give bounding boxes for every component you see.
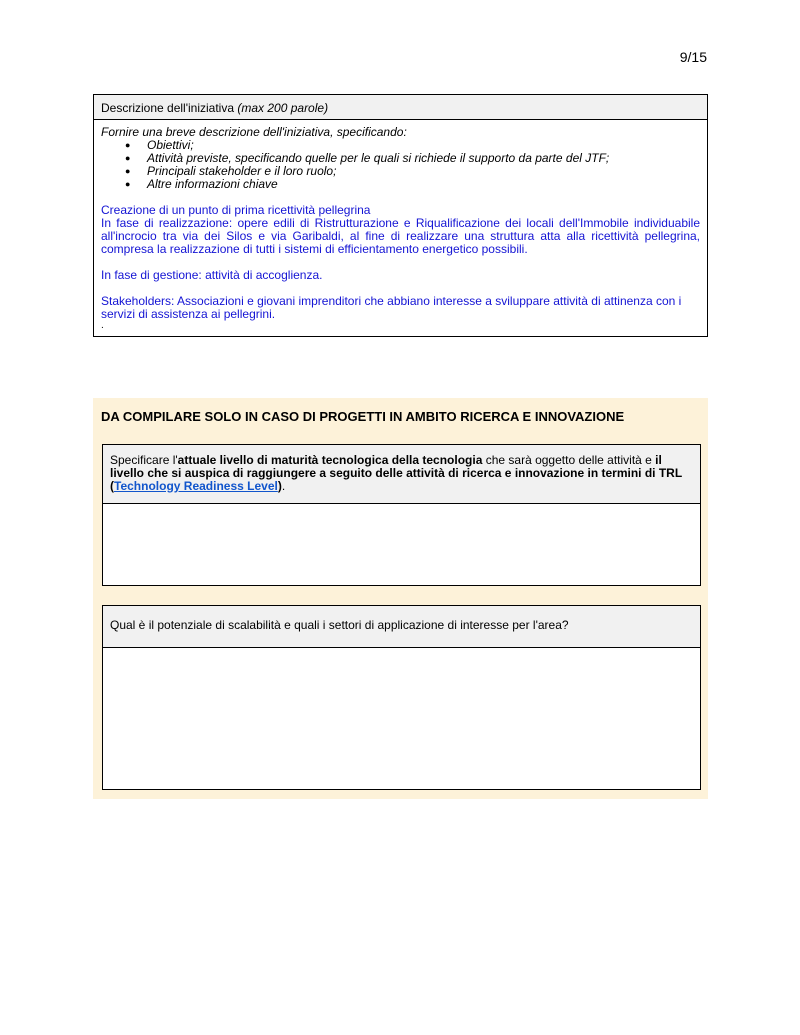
list-item: ● Obiettivi; — [125, 139, 700, 152]
trl-question — [103, 445, 700, 504]
description-header-label: Descrizione dell'iniziativa — [101, 101, 238, 115]
trl-answer-field[interactable] — [103, 504, 700, 584]
description-body[interactable] — [94, 120, 707, 336]
research-section-title: DA COMPILARE SOLO IN CASO DI PROGETTI IN AMBITO RICERCA E INNOVAZIONE — [101, 409, 625, 424]
trl-text: che sarà oggetto delle attività e — [482, 453, 656, 467]
trailing-dot: . — [101, 320, 104, 331]
initiative-title: Creazione di un punto di prima ricettività pellegrina — [101, 203, 371, 217]
instruction-text: Fornire una breve descrizione dell'iniziativa, specificando: — [101, 125, 407, 139]
trl-question-box — [102, 444, 701, 586]
list-item: ● Attività previste, specificando quelle per le quali si richiede il supporto da parte del JTF; — [125, 152, 700, 165]
instruction-list — [101, 139, 700, 191]
description-header — [94, 95, 707, 120]
research-section — [93, 398, 708, 799]
trl-text: . — [281, 479, 286, 493]
scalability-answer-field[interactable] — [103, 648, 700, 788]
list-item: ● Principali stakeholder e il loro ruolo; — [125, 165, 700, 178]
scalability-question-box — [102, 605, 701, 790]
description-header-note: (max 200 parole) — [237, 101, 329, 115]
scalability-question: Qual è il potenziale di scalabilità e quali i settori di applicazione di interesse per l'area? — [103, 606, 700, 648]
trl-bold-text: ) — [277, 479, 282, 493]
initiative-paragraph-management: In fase di gestione: attività di accoglienza. — [101, 268, 323, 282]
description-table — [93, 94, 708, 337]
initiative-paragraph-stakeholders: Stakeholders: Associazioni e giovani imprenditori che abbiano interesse a sviluppare attività di attinenza con i servizi di assistenza ai pellegrini. — [101, 294, 682, 321]
trl-bold-text: il livello che si auspica di raggiungere a seguito delle attività di ricerca e innovazione in termini di TRL ( — [110, 453, 682, 493]
trl-bold-text: attuale livello di maturità tecnologica della tecnologia — [177, 453, 483, 467]
page-number: 9/15 — [679, 49, 707, 65]
initiative-paragraph-realization: In fase di realizzazione: opere edili di Ristrutturazione e Riqualificazione dei locali dell'Immobile individuabile all'incrocio tra via dei Silos e via Garibaldi, al fine di realizzare una struttura atta alla ricettività pellegrina, compresa la realizzazione di tutti i sistemi di efficientamento energetico possibili. — [101, 216, 700, 256]
list-item: ● Altre informazioni chiave — [125, 178, 700, 191]
trl-link[interactable]: Technology Readiness Level — [114, 479, 278, 493]
trl-text: Specificare l' — [110, 453, 178, 467]
